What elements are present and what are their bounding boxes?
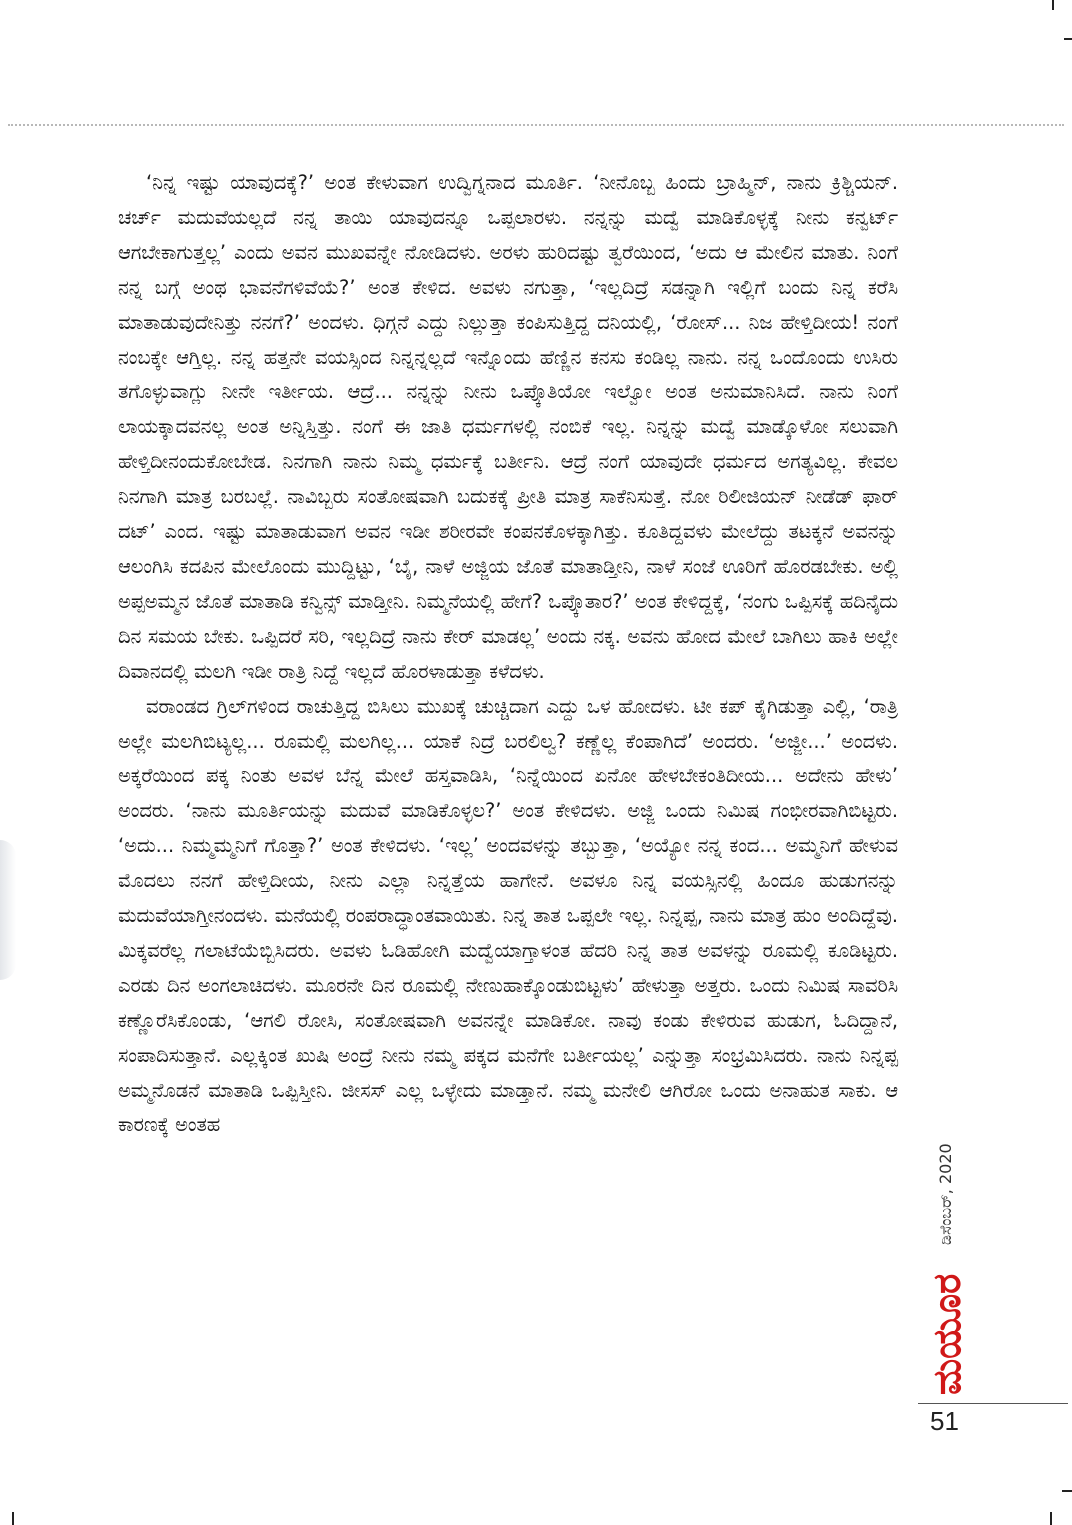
paragraph: ವರಾಂಡದ ಗ್ರಿಲ್‌ಗಳಿಂದ ರಾಚುತ್ತಿದ್ದ ಬಿಸಿಲು ಮುಖಕ್ಕೆ ಚುಚ್ಚಿದಾಗ ಎದ್ದು ಒಳ ಹೋದಳು. ಟೀ ಕಪ್ ಕೈಗಿಡುತ್ತಾ ಎಲ್ಲಿ, ‘ರಾತ್ರಿ ಅಲ್ಲೇ ಮಲಗಿಬಿಟ್ಯಲ್ಲ... ರೂಮಲ್ಲಿ ಮಲಗಿಲ್ಲ... ಯಾಕೆ ನಿದ್ರೆ ಬರಲಿಲ್ವ? ಕಣ್ಣೆಲ್ಲ ಕೆಂಪಾಗಿದೆ’ ಅಂದರು. ‘ಅಜ್ಜೀ...’ ಅಂದಳು. ಅಕ್ಕರೆಯಿಂದ ಪಕ್ಕ ನಿಂತು ಅವಳ ಬೆನ್ನ ಮೇಲೆ ಹಸ್ತವಾಡಿಸಿ, ‘ನಿನ್ನೆಯಿಂದ ಏನೋ ಹೇಳಬೇಕಂತಿದೀಯ... ಅದೇನು ಹೇಳು’ ಅಂದರು. ‘ನಾನು ಮೂರ್ತಿಯನ್ನು ಮದುವೆ ಮಾಡಿಕೊಳ್ಳಲ?’ ಅಂತ ಕೇಳಿದಳು. ಅಜ್ಜಿ ಒಂದು ನಿಮಿಷ ಗಂಭೀರವಾಗಿಬಿಟ್ಟರು. ‘ಅದು... ನಿಮ್ಮಮ್ಮನಿಗೆ ಗೊತ್ತಾ?’ ಅಂತ ಕೇಳಿದಳು. ‘ಇಲ್ಲ’ ಅಂದವಳನ್ನು ತಬ್ಬುತ್ತಾ, ‘ಅಯ್ಯೋ ನನ್ನ ಕಂದ... ಅಮ್ಮನಿಗೆ ಹೇಳುವ ಮೊದಲು ನನಗೆ ಹೇಳ್ತಿದೀಯ, ನೀನು ಎಲ್ಲಾ ನಿನ್ನತ್ತೆಯ ಹಾಗೇನೆ. ಅವಳೂ ನಿನ್ನ ವಯಸ್ಸಿನಲ್ಲಿ ಹಿಂದೂ ಹುಡುಗನನ್ನು ಮದುವೆಯಾಗ್ತೀನಂದಳು. ಮನೆಯಲ್ಲಿ ರಂಪರಾದ್ಧಾಂತವಾಯಿತು. ನಿನ್ನ ತಾತ ಒಪ್ಪಲೇ ಇಲ್ಲ. ನಿನ್ನಪ್ಪ, ನಾನು ಮಾತ್ರ ಹುಂ ಅಂದಿದ್ದೆವು. ಮಿಕ್ಕವರೆಲ್ಲ ಗಲಾಟೆಯೆಬ್ಬಿಸಿದರು. ಅವಳು ಓಡಿಹೋಗಿ ಮದ್ವೆಯಾಗ್ತಾಳಂತ ಹೆದರಿ ನಿನ್ನ ತಾತ ಅವಳನ್ನು ರೂಮಲ್ಲಿ ಕೂಡಿಟ್ಟರು. ಎರಡು ದಿನ ಅಂಗಲಾಚಿದಳು. ಮೂರನೇ ದಿನ ರೂಮಲ್ಲಿ ನೇಣುಹಾಕ್ಕೊಂಡುಬಿಟ್ಟಳು’ ಹೇಳುತ್ತಾ ಅತ್ತರು. ಒಂದು ನಿಮಿಷ ಸಾವರಿಸಿ ಕಣ್ಣೊರೆಸಿಕೊಂಡು, ‘ಆಗಲಿ ರೋಸಿ, ಸಂತೋಷವಾಗಿ ಅವನನ್ನೇ ಮಾಡಿಕೋ. ನಾವು ಕಂಡು ಕೇಳಿರುವ ಹುಡುಗ, ಓದಿದ್ದಾನೆ, ಸಂಪಾದಿಸುತ್ತಾನೆ. ಎಲ್ಲಕ್ಕಿಂತ ಖುಷಿ ಅಂದ್ರೆ ನೀನು ನಮ್ಮ ಪಕ್ಕದ ಮನೆಗೇ ಬರ್ತೀಯಲ್ಲ’ ಎನ್ನುತ್ತಾ ಸಂಭ್ರಮಿಸಿದರು. ನಾನು ನಿನ್ನಪ್ಪ ಅಮ್ಮನೊಡನೆ ಮಾತಾಡಿ ಒಪ್ಪಿಸ್ತೀನಿ. ಜೀಸಸ್ ಎಲ್ಲ ಒಳ್ಳೇದು ಮಾಡ್ತಾನೆ. ನಮ್ಮ ಮನೇಲಿ ಆಗಿರೋ ಒಂದು ಅನಾಹುತ ಸಾಕು. ಆ ಕಾರಣಕ್ಕೆ ಅಂತಹ [118, 694, 898, 1137]
footer-rule [918, 1403, 1068, 1404]
header-dotted-rule [8, 124, 1064, 126]
crop-mark-bottom [1050, 1512, 1052, 1525]
magazine-sidebar [910, 1085, 980, 1405]
crop-mark-bottom-left [12, 1512, 14, 1525]
magazine-logo: ಮಯೂರ [925, 1273, 969, 1395]
crop-mark-right [1064, 38, 1072, 40]
issue-date: ಡಿಸೆಂಬರ್, 2020 [936, 1143, 955, 1245]
scan-edge-shadow [0, 840, 16, 980]
crop-mark-right-bottom [1062, 1490, 1072, 1492]
crop-mark-top [1052, 0, 1054, 10]
paragraph: ‘ನಿನ್ನ ಇಷ್ಟು ಯಾವುದಕ್ಕೆ?’ ಅಂತ ಕೇಳುವಾಗ ಉದ್ವಿಗ್ನನಾದ ಮೂರ್ತಿ. ‘ನೀನೊಬ್ಬ ಹಿಂದು ಬ್ರಾಹ್ಮಿನ್, ನಾನು ಕ್ರಿಶ್ಚಿಯನ್. ಚರ್ಚ್ ಮದುವೆಯಲ್ಲದೆ ನನ್ನ ತಾಯಿ ಯಾವುದನ್ನೂ ಒಪ್ಪಲಾರಳು. ನನ್ನನ್ನು ಮದ್ವೆ ಮಾಡಿಕೊಳ್ಳಕ್ಕೆ ನೀನು ಕನ್ವರ್ಟ್ ಆಗಬೇಕಾಗುತ್ತಲ್ಲ’ ಎಂದು ಅವನ ಮುಖವನ್ನೇ ನೋಡಿದಳು. ಅರಳು ಹುರಿದಷ್ಟು ತ್ವರೆಯಿಂದ, ‘ಅದು ಆ ಮೇಲಿನ ಮಾತು. ನಿಂಗೆ ನನ್ನ ಬಗ್ಗೆ ಅಂಥ ಭಾವನೆಗಳಿವೆಯೆ?’ ಅಂತ ಕೇಳಿದ. ಅವಳು ನಗುತ್ತಾ, ‘ಇಲ್ಲದಿದ್ರೆ ಸಡನ್ನಾಗಿ ಇಲ್ಲಿಗೆ ಬಂದು ನಿನ್ನ ಕರೆಸಿ ಮಾತಾಡುವುದೇನಿತ್ತು ನನಗೆ?’ ಅಂದಳು. ಧಿಗ್ಗನೆ ಎದ್ದು ನಿಲ್ಲುತ್ತಾ ಕಂಪಿಸುತ್ತಿದ್ದ ದನಿಯಲ್ಲಿ, ‘ರೋಸ್... ನಿಜ ಹೇಳ್ತಿದೀಯ! ನಂಗೆ ನಂಬಕ್ಕೇ ಆಗ್ತಿಲ್ಲ. ನನ್ನ ಹತ್ತನೇ ವಯಸ್ಸಿಂದ ನಿನ್ನನ್ನಲ್ಲದೆ ಇನ್ನೊಂದು ಹೆಣ್ಣಿನ ಕನಸು ಕಂಡಿಲ್ಲ ನಾನು. ನನ್ನ ಒಂದೊಂದು ಉಸಿರು ತಗೊಳ್ಳುವಾಗ್ಲು ನೀನೇ ಇರ್ತೀಯ. ಆದ್ರೆ... ನನ್ನನ್ನು ನೀನು ಒಪ್ಕೊತಿಯೋ ಇಲ್ವೋ ಅಂತ ಅನುಮಾನಿಸಿದೆ. ನಾನು ನಿಂಗೆ ಲಾಯಕ್ಕಾದವನಲ್ಲ ಅಂತ ಅನ್ನಿಸ್ತಿತ್ತು. ನಂಗೆ ಈ ಜಾತಿ ಧರ್ಮಗಳಲ್ಲಿ ನಂಬಿಕೆ ಇಲ್ಲ. ನಿನ್ನನ್ನು ಮದ್ವೆ ಮಾಡ್ಕೊಳೋ ಸಲುವಾಗಿ ಹೇಳ್ತಿದೀನಂದುಕೋಬೇಡ. ನಿನಗಾಗಿ ನಾನು ನಿಮ್ಮ ಧರ್ಮಕ್ಕೆ ಬರ್ತೀನಿ. ಆದ್ರೆ ನಂಗೆ ಯಾವುದೇ ಧರ್ಮದ ಅಗತ್ಯವಿಲ್ಲ. ಕೇವಲ ನಿನಗಾಗಿ ಮಾತ್ರ ಬರಬಲ್ಲೆ. ನಾವಿಬ್ಬರು ಸಂತೋಷವಾಗಿ ಬದುಕಕ್ಕೆ ಪ್ರೀತಿ ಮಾತ್ರ ಸಾಕೆನಿಸುತ್ತೆ. ನೋ ರಿಲೀಜಿಯನ್ ನೀಡೆಡ್ ಫಾರ್ ದಟ್’ ಎಂದ. ಇಷ್ಟು ಮಾತಾಡುವಾಗ ಅವನ ಇಡೀ ಶರೀರವೇ ಕಂಪನಕೊಳಕ್ಕಾಗಿತ್ತು. ಕೂತಿದ್ದವಳು ಮೇಲೆದ್ದು ತಟಕ್ಕನೆ ಅವನನ್ನು ಆಲಂಗಿಸಿ ಕದಪಿನ ಮೇಲೊಂದು ಮುದ್ದಿಟ್ಟು, ‘ಬೈ, ನಾಳೆ ಅಜ್ಜಿಯ ಜೊತೆ ಮಾತಾಡ್ತೀನಿ, ನಾಳೆ ಸಂಜೆ ಊರಿಗೆ ಹೊರಡಬೇಕು. ಅಲ್ಲಿ ಅಪ್ಪಅಮ್ಮನ ಜೊತೆ ಮಾತಾಡಿ ಕನ್ವಿನ್ಸ್ ಮಾಡ್ತೀನಿ. ನಿಮ್ಮನೆಯಲ್ಲಿ ಹೇಗೆ? ಒಪ್ಕೊತಾರ?’ ಅಂತ ಕೇಳಿದ್ದಕ್ಕೆ, ‘ನಂಗು ಒಪ್ಪಿಸಕ್ಕೆ ಹದಿನೈದು ದಿನ ಸಮಯ ಬೇಕು. ಒಪ್ಪಿದರೆ ಸರಿ, ಇಲ್ಲದಿದ್ರೆ ನಾನು ಕೇರ್ ಮಾಡಲ್ಲ’ ಅಂದು ನಕ್ಕ. ಅವನು ಹೋದ ಮೇಲೆ ಬಾಗಿಲು ಹಾಕಿ ಅಲ್ಲೇ ದಿವಾನದಲ್ಲಿ ಮಲಗಿ ಇಡೀ ರಾತ್ರಿ ನಿದ್ದೆ ಇಲ್ಲದೆ ಹೊರಳಾಡುತ್ತಾ ಕಳೆದಳು. [118, 171, 898, 683]
article-body [118, 166, 898, 1143]
page-number: 51 [930, 1406, 959, 1436]
